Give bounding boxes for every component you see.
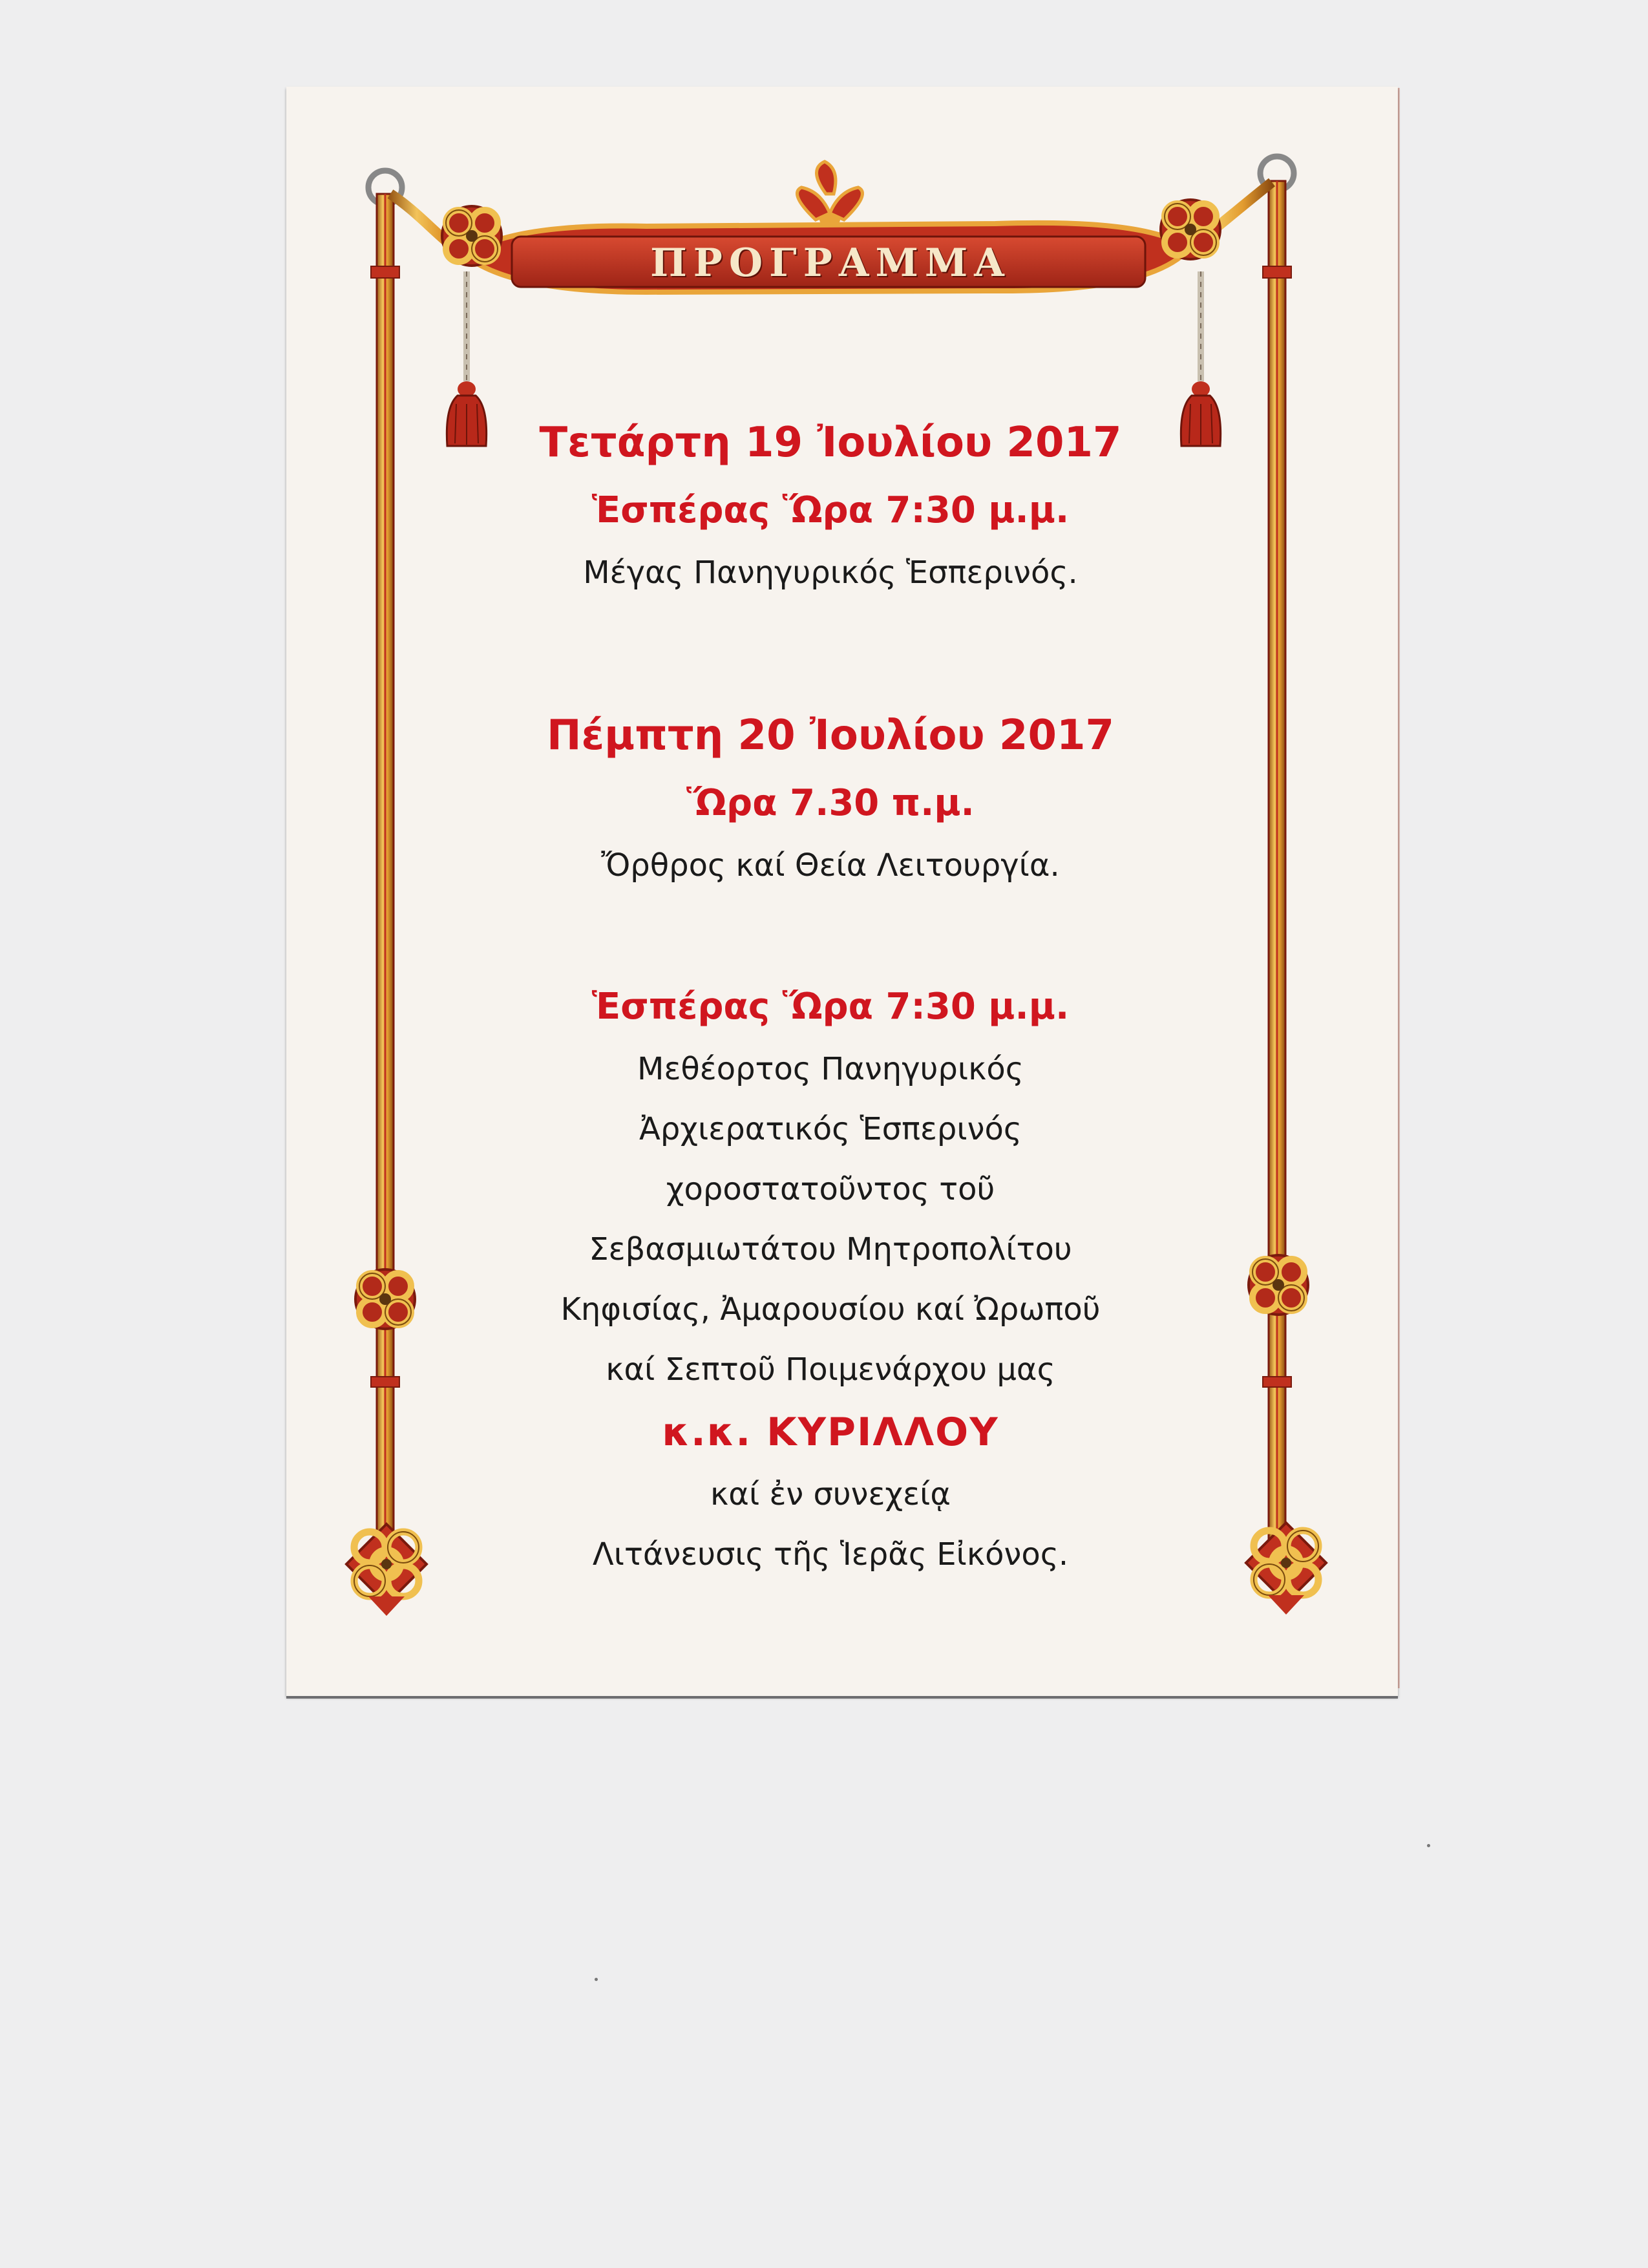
evening-time: Ἑσπέρας Ὥρα 7:30 μ.μ.: [591, 986, 1070, 1028]
evening-line: Σεβασμιωτάτου Μητροπολίτου: [589, 1231, 1072, 1267]
scan-speck: [1427, 1844, 1430, 1847]
closing-line: Λιτάνευσις τῆς Ἱερᾶς Εἰκόνος.: [592, 1536, 1069, 1573]
evening-line: χοροστατοῦντος τοῦ: [666, 1171, 995, 1207]
celtic-knot-icon: [442, 206, 502, 266]
frame-pole-right: [1269, 181, 1285, 1577]
celtic-knot-icon: [1246, 1523, 1326, 1603]
evening-line: Ἀρχιερατικός Ἑσπερινός: [639, 1111, 1022, 1147]
program-content: [452, 407, 1209, 1585]
day2-event: Ὄρθρος καί Θεία Λειτουργία.: [601, 847, 1060, 884]
celtic-knot-icon: [346, 1524, 427, 1604]
evening-line: καί Σεπτοῦ Ποιμενάρχου μας: [606, 1351, 1055, 1388]
section-spacer: [452, 896, 1209, 975]
day1-event: Μέγας Πανηγυρικός Ἑσπερινός.: [583, 555, 1078, 591]
page-title: ΠΡΟΓΡΑΜΜΑ: [650, 240, 1011, 286]
day1-time: Ἑσπέρας Ὥρα 7:30 μ.μ.: [591, 489, 1070, 531]
day1-date: Τετάρτη 19 Ἰουλίου 2017: [539, 419, 1122, 467]
evening-line: Κηφισίας, Ἀμαρουσίου καί Ὠρωποῦ: [560, 1291, 1101, 1328]
celtic-knot-icon: [1249, 1255, 1308, 1315]
day2-time: Ὥρα 7.30 π.μ.: [686, 782, 975, 824]
frame-pole-left: [377, 194, 394, 1577]
section-spacer: [452, 603, 1209, 700]
day2-date: Πέμπτη 20 Ἰουλίου 2017: [546, 712, 1115, 759]
celtic-knot-icon: [1161, 200, 1220, 259]
evening-line: Μεθέορτος Πανηγυρικός: [637, 1051, 1024, 1087]
closing-line: καί ἐν συνεχείᾳ: [710, 1476, 951, 1512]
scan-speck: [595, 1978, 598, 1981]
metropolitan-name: κ.κ. ΚΥΡΙΛΛΟΥ: [662, 1410, 999, 1455]
celtic-knot-icon: [355, 1269, 415, 1329]
